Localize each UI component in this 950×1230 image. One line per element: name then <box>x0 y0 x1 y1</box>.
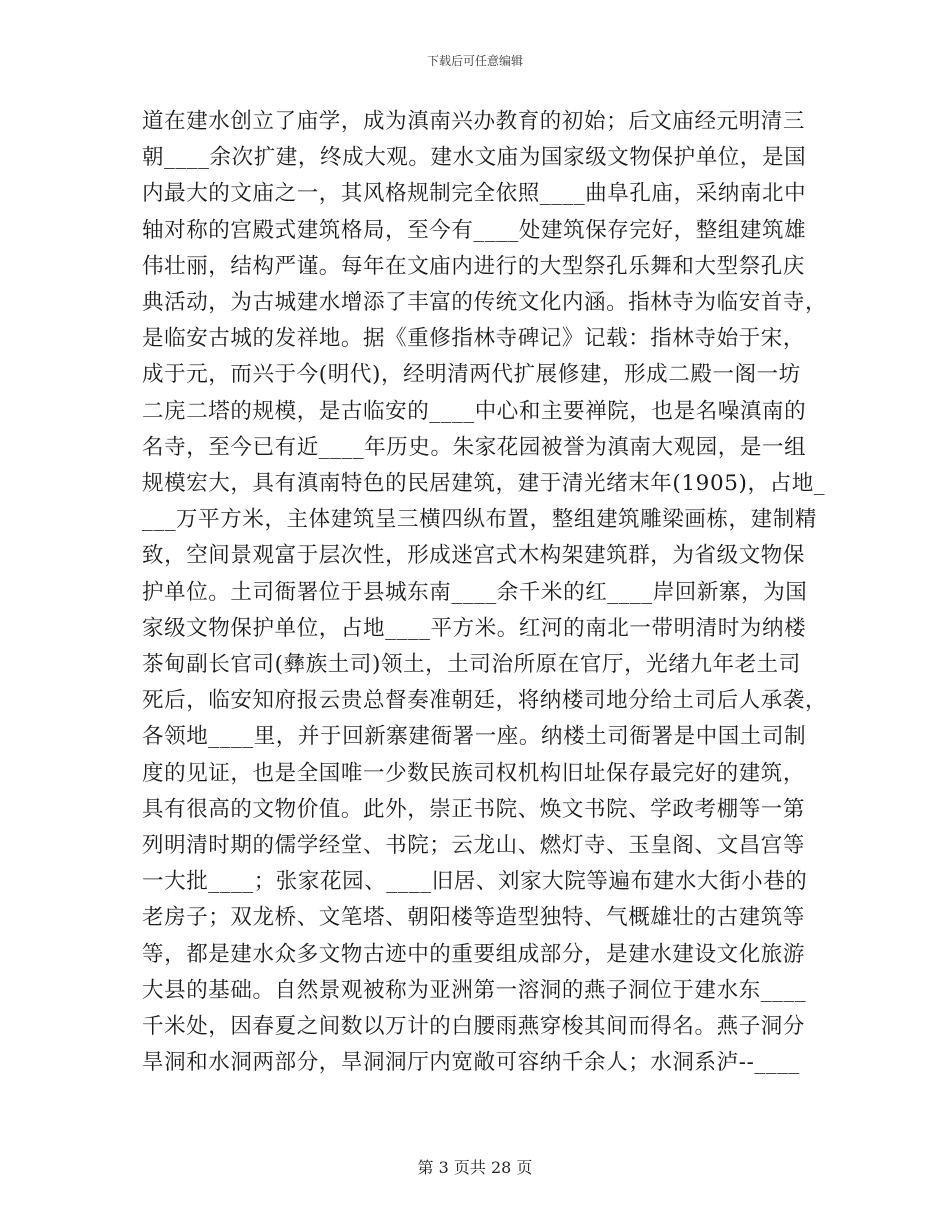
text-line: 列明清时期的儒学经堂、书院；云龙山、燃灯寺、玉皇阁、文昌宫等 <box>142 833 806 859</box>
text-line: 死后，临安知府报云贵总督奏准朝廷，将纳楼司地分给土司后人承袭， <box>142 688 828 714</box>
text-line: 护单位。土司衙署位于县城东南____余千米的红____岸回新寨，为国 <box>142 579 808 605</box>
text-line: 等，都是建水众多文物古迹中的重要组成部分，是建水建设文化旅游 <box>142 941 806 967</box>
text-line: 内最大的文庙之一，其风格规制完全依照____曲阜孔庙，采纳南北中 <box>142 181 807 207</box>
text-line: 大县的基础。自然景观被称为亚洲第一溶洞的燕子洞位于建水东____ <box>142 977 807 1003</box>
text-line: 成于元，而兴于今(明代)，经明清两代扩展修建，形成二殿一阁一坊 <box>142 362 801 388</box>
page-header: 下载后可任意编辑 <box>426 54 523 68</box>
text-line: 茶甸副长官司(彝族土司)领土，土司治所原在官厅，光绪九年老土司 <box>142 652 801 678</box>
text-line: 致，空间景观富于层次性，形成迷宫式木构架建筑群，为省级文物保 <box>142 543 806 569</box>
text-line: 道在建水创立了庙学，成为滇南兴办教育的初始；后文庙经元明清三 <box>142 109 806 134</box>
text-line: 朝____余次扩建，终成大观。建水文庙为国家级文物保护单位，是国 <box>142 145 807 171</box>
text-line: 名寺，至今已有近____年历史。朱家花园被誉为滇南大观园，是一组 <box>142 434 807 460</box>
text-line: 一大批____；张家花园、____旧居、刘家大院等遍布建水大街小巷的 <box>142 869 808 895</box>
text-line: 是临安古城的发祥地。据《重修指林寺碑记》记载：指林寺始于宋， <box>142 326 806 352</box>
body-text <box>142 104 828 1081</box>
page-footer: 第 3 页共 28 页 <box>417 1158 533 1177</box>
text-line: 轴对称的宫殿式建筑格局，至今有____处建筑保存完好，整组建筑雄 <box>142 217 807 243</box>
text-line: 各领地____里，并于回新寨建衙署一座。纳楼土司衙署是中国土司制 <box>142 724 807 750</box>
text-line: 典活动，为古城建水增添了丰富的传统文化内涵。指林寺为临安首寺， <box>142 290 828 316</box>
text-line: 伟壮丽，结构严谨。每年在文庙内进行的大型祭孔乐舞和大型祭孔庆 <box>142 253 806 279</box>
text-line: 规模宏大，具有滇南特色的民居建筑，建于清光绪末年(1905)，占地_ <box>142 471 826 497</box>
text-line: 具有很高的文物价值。此外，崇正书院、焕文书院、学政考棚等一第 <box>142 796 806 822</box>
text-line: 家级文物保护单位，占地____平方米。红河的南北一带明清时为纳楼 <box>142 615 807 641</box>
text-line: 旱洞和水洞两部分，旱洞洞厅内宽敞可容纳千余人；水洞系泸--____ <box>142 1050 800 1076</box>
text-line: 千米处，因春夏之间数以万计的白腰雨燕穿梭其间而得名。燕子洞分 <box>142 1014 806 1040</box>
text-line: 度的见证，也是全国唯一少数民族司权机构旧址保存最完好的建筑， <box>142 760 806 786</box>
text-line: ___万平方米，主体建筑呈三横四纵布置，整组建筑雕梁画栋，建制精 <box>142 507 817 533</box>
text-line: 老房子；双龙桥、文笔塔、朝阳楼等造型独特、气概雄壮的古建筑等 <box>142 905 806 931</box>
text-line: 二庑二塔的规模，是古临安的____中心和主要禅院，也是名噪滇南的 <box>142 398 807 424</box>
